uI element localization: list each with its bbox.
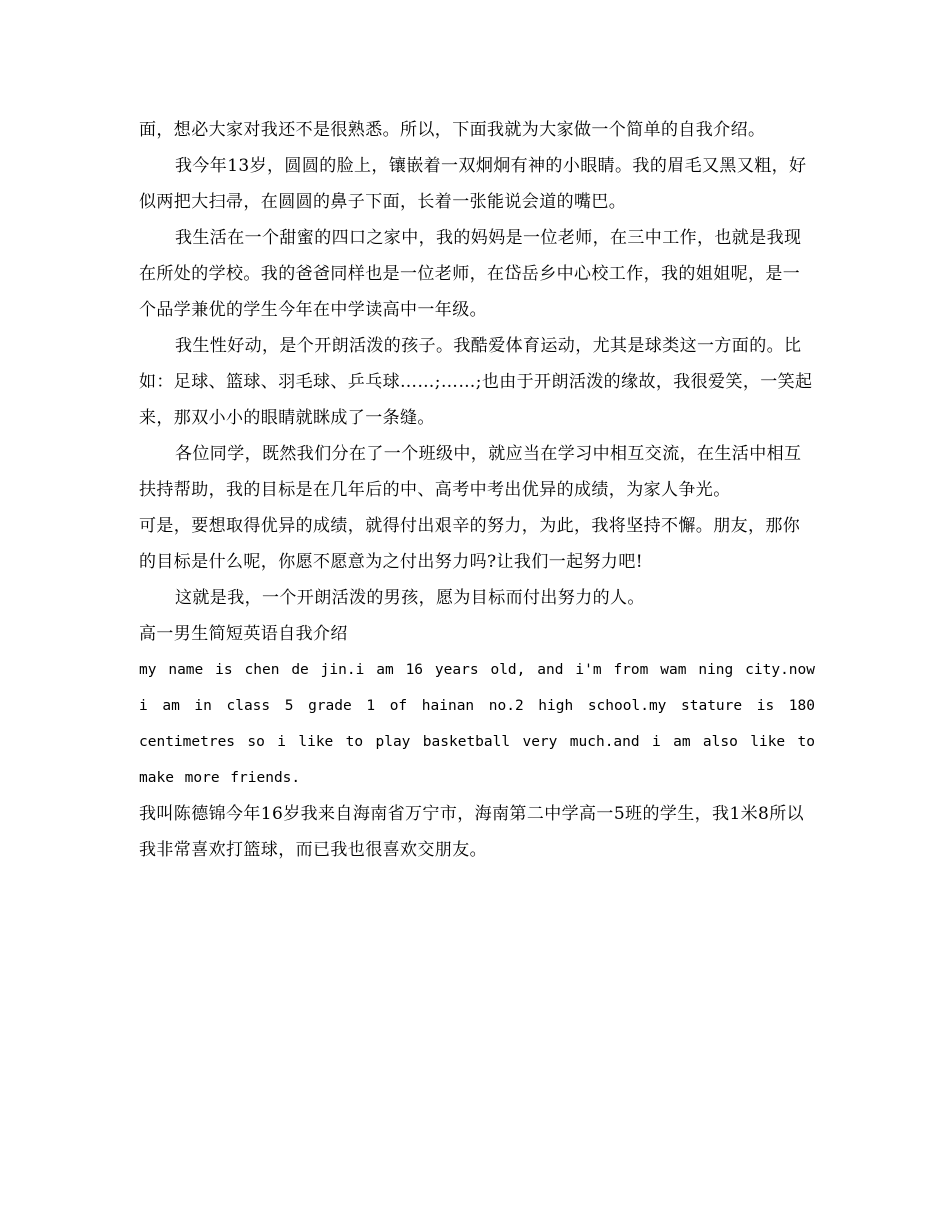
section-heading: 高一男生简短英语自我介绍 bbox=[139, 624, 348, 644]
document-body bbox=[139, 112, 815, 868]
paragraph-appearance: 我今年13岁，圆圆的脸上，镶嵌着一双炯炯有神的小眼睛。我的眉毛又黑又粗，好似两把大扫帚，在圆圆的鼻子下面，长着一张能说会道的嘴巴。 bbox=[139, 156, 807, 212]
paragraph-goals: 各位同学，既然我们分在了一个班级中，就应当在学习中相互交流，在生活中相互扶持帮助，我的目标是在几年后的中、高考中考出优异的成绩，为家人争光。 bbox=[139, 444, 802, 500]
translation-paragraph: 我叫陈德锦今年16岁我来自海南省万宁市，海南第二中学高一5班的学生，我1米8所以我非常喜欢打篮球，而已我也很喜欢交朋友。 bbox=[139, 804, 805, 860]
paragraph-closing: 这就是我，一个开朗活泼的男孩，愿为目标而付出努力的人。 bbox=[175, 588, 645, 608]
paragraph-family: 我生活在一个甜蜜的四口之家中，我的妈妈是一位老师，在三中工作，也就是我现在所处的学校。我的爸爸同样也是一位老师，在岱岳乡中心校工作，我的姐姐呢，是一个品学兼优的学生今年在中学读高中一年级。 bbox=[139, 228, 802, 320]
paragraph-effort: 可是，要想取得优异的成绩，就得付出艰辛的努力，为此，我将坚持不懈。朋友，那你的目标是什么呢，你愿不愿意为之付出努力吗?让我们一起努力吧! bbox=[139, 516, 801, 572]
paragraph-continuation: 面，想必大家对我还不是很熟悉。所以，下面我就为大家做一个简单的自我介绍。 bbox=[139, 120, 766, 140]
english-paragraph: my name is chen de jin.i am 16 years old, and i'm from wam ning city.now i am in class 5 grade 1 of hainan no.2 high school.my stature is 180 centimetres so i like to play basketball very much.and i am also like to make more friends. bbox=[139, 662, 815, 786]
paragraph-personality: 我生性好动，是个开朗活泼的孩子。我酷爱体育运动，尤其是球类这一方面的。比如：足球、篮球、羽毛球、乒乓球……;……;也由于开朗活泼的缘故，我很爱笑，一笑起来，那双小小的眼睛就眯成了一条缝。 bbox=[139, 336, 813, 428]
